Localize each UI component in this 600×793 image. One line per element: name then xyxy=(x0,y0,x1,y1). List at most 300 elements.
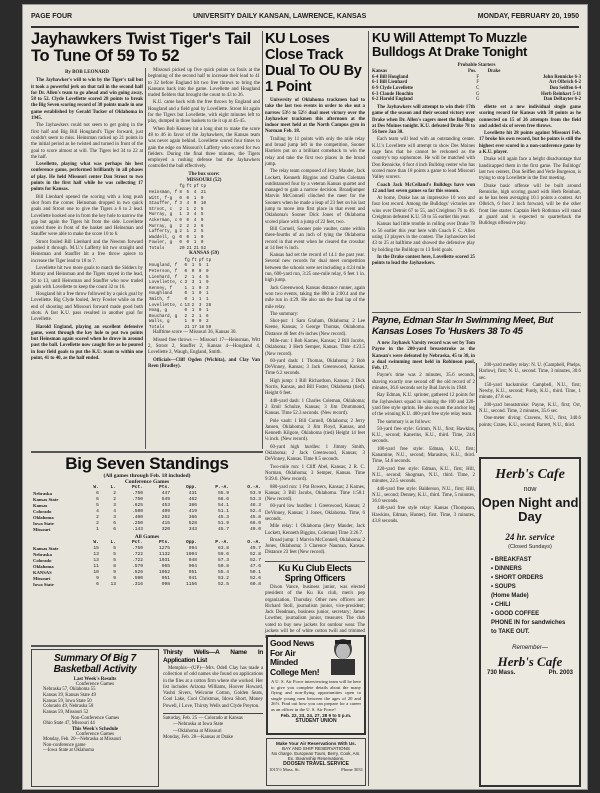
drake-starter: John Rennicke 6-3 xyxy=(542,74,581,80)
results-conf-title: Conference Games xyxy=(75,682,115,687)
standings-header-cell: W. xyxy=(93,485,99,490)
player-name: Lafferty, g xyxy=(149,229,178,235)
standings-cell: 1031 xyxy=(158,558,171,563)
stat-cell: 4 xyxy=(186,201,190,207)
officials-note: Officials—Cliff Ogden (Wichita), and Clay Van Reen (Bradley). xyxy=(148,357,260,369)
kansas-starter: 6-2 Harold England xyxy=(372,97,413,103)
standings-cell: 419 xyxy=(188,509,198,514)
stat-cell: 21 xyxy=(200,189,207,195)
masthead-rule xyxy=(31,26,579,28)
story5-para: 440-yard free style relay: Kansas (Thompson, Hawkins, Edman, Hunter), first. Time, 3 minutes, 43.8 seconds. xyxy=(372,506,475,525)
event-result: Broad jump: 1 Marvin McConnell, Oklahoma; 2 Jones, Oklahoma; 3 Clarence Nauman, Kansas. Distance 23 feet (New record). xyxy=(265,537,365,556)
team-name: Colorado xyxy=(33,558,52,563)
standings-cell: .750 xyxy=(131,546,144,551)
stat-cell: 1 xyxy=(191,263,195,269)
stat-cell: 0 xyxy=(186,217,190,223)
schedule-item: Non-conference game xyxy=(43,742,86,748)
story5-para: 440-yard free style: Balderson, N.U., first; Hill, N.U., second; Denney, K.U., third. Time, 5 minutes, 36.0 seconds. xyxy=(372,486,475,505)
stat-cell: 0 xyxy=(184,268,188,274)
stat-cell: 2 xyxy=(206,319,209,325)
schedule-item: —Oklahoma at Missouri xyxy=(173,728,222,734)
standings-cell: .400 xyxy=(131,515,144,520)
team-name: Missouri xyxy=(33,576,51,581)
story5-para: 200-yard medley relay: N. U. (Campbell, Phelps, Harlow), first; N. U., second. Time, 3 minutes, 30.6 sec. xyxy=(479,363,581,381)
standings-cell: 941 xyxy=(188,576,198,581)
missed-ft-note: Missed free throws — Missouri 17—Heinsman, Witt 2, Stroot 2, Stauffer 2, Kansas 4—Hougland 4, Lovellette 2, Waugh, England, Smith. xyxy=(148,337,260,356)
all-games-standings-table xyxy=(31,540,263,588)
probable-starters xyxy=(372,63,581,103)
standings-section xyxy=(31,454,263,588)
player-name: Stauffer, f xyxy=(149,201,178,207)
starters-title: Probable Starters xyxy=(457,63,496,68)
thirsty-headline: Thirsty Wells—A Name In Application List xyxy=(163,649,263,664)
standings-cell: 904 xyxy=(188,564,198,569)
story4-para: Each team will lead with an outstanding center. K.U.'s Lovellette will attempt to show Des Moines cage fans that he cannot be reckoned as the country's top sophomore. He will be matched with Don Rennicke, 6 foot 4 inch Bulldog center who has scored more than 18 points a game to lead Missouri Valley scorers. xyxy=(372,137,475,181)
standings-cell: 10 xyxy=(93,570,99,575)
standings-cell: 409 xyxy=(161,509,171,514)
stat-cell: 5 xyxy=(200,229,204,235)
story2-para: Trailing by 11 points with only the mile relay and broad jump left in the competition, Sooner Harriers put on a brilliant comeback to win the relay and take the first two places in the broad jump. xyxy=(265,136,365,167)
column-rule xyxy=(476,363,477,453)
player-name: Kenney, f xyxy=(149,285,173,291)
box-header-cell: fg xyxy=(179,184,185,190)
standings-cell: 47.6 xyxy=(249,564,261,569)
standings-cell: .143 xyxy=(131,527,144,532)
cafe-menu-item: PHONE IN for sandwiches to TAKE OUT. xyxy=(491,620,566,635)
kansas-starter: 6-3 Claude Houchin xyxy=(372,91,414,97)
stat-cell: 1 xyxy=(193,240,197,246)
travel-address: 1015½ Mass. St. xyxy=(269,767,300,772)
travel-agency: DOOSEN TRAVEL SERVICE xyxy=(283,761,349,767)
standings-cell: 52.5 xyxy=(217,582,229,587)
result-item: Nebraska 57, Oklahoma 55 xyxy=(43,687,96,692)
standings-cell: 1132 xyxy=(158,552,171,557)
standings-cell: 3 xyxy=(113,515,117,520)
stat-cell: 10 xyxy=(200,201,207,207)
stat-cell: 6 xyxy=(200,223,204,229)
standings-cell: 6 xyxy=(96,497,99,502)
week-conf-title: Conference Games xyxy=(75,731,115,737)
stat-cell: 0 xyxy=(184,296,188,302)
missouri-box-score xyxy=(148,184,207,251)
starter-position: F xyxy=(476,74,480,80)
cafe-title: Herb's Cafe xyxy=(495,467,565,482)
schedule-item: —Nebraska at Iowa State xyxy=(173,722,224,728)
story3-headline: Ku Ku Club Elects Spring Officers xyxy=(278,563,352,583)
starter-position: G xyxy=(476,97,480,103)
stat-cell: 4 xyxy=(193,189,197,195)
story4-headline: KU Will Attempt To Muzzle Bulldogs At Drake Tonight xyxy=(372,30,527,59)
standings-cell: 447 xyxy=(161,491,171,496)
player-name: Totals xyxy=(149,324,165,330)
stat-cell: 2 xyxy=(184,274,188,280)
standings-cell: 320 xyxy=(161,527,171,532)
masthead xyxy=(23,13,587,25)
drake-starter: Herb Reinhart 5-11 xyxy=(541,91,581,97)
story1-para: K.U. came back with the free throws by England and Hougland and a field goal by Lovellette. Stroot hit again for the Tigers but Lovellette, with eight minutes left to play, dumped in three baskets to tie it up at 45-45. xyxy=(148,100,260,125)
stat-cell: 0 xyxy=(186,240,190,246)
story4-column-a xyxy=(372,105,475,310)
stat-cell: 1 xyxy=(206,296,209,302)
player-name: Hougland, f xyxy=(149,263,178,269)
standings-cell: 3 xyxy=(113,503,117,508)
cafe-menu-list xyxy=(481,550,579,643)
event-list xyxy=(265,319,365,557)
standings-row xyxy=(31,527,263,533)
standings-cell: 52.4 xyxy=(249,509,261,514)
team-name: Iowa State xyxy=(33,521,54,526)
air-force-headline: Good News For Air Minded College Men! xyxy=(270,638,320,677)
stat-cell: 9 xyxy=(206,280,209,286)
story5-column-a xyxy=(372,341,475,531)
paper-title: UNIVERSITY DAILY KANSAN, LAWRENCE, KANSAS xyxy=(193,13,367,20)
stat-cell: 1 xyxy=(193,234,197,240)
story5-para: Ray Edman, K.U. sprinter, gathered 12 points for the Jayhawkers squad in winning the 100 and 220-yard free style sprints. He also swam the anchor leg of the winning K.U. 400-yard free style relay team. xyxy=(372,393,475,418)
standings-cell: 53.9 xyxy=(249,491,261,496)
stat-cell: 0 xyxy=(184,263,188,269)
story4-para: Kansas had little trouble in rolling over Drake 78 to 56 earlier this year here with Coach F. C. Allen using 13 players in the contest. The Jayhawkers led 43 to 25 at halftime and showed the defensive play by holding the Bulldogs to 13 field goals. xyxy=(372,222,475,253)
player-name: Stroot, c xyxy=(149,206,173,212)
cafe-menu-item: • SOUPS xyxy=(491,584,516,590)
stat-cell: 0 xyxy=(193,201,197,207)
story3-body: Dixon Vance, business junior, was elected president of the Ku Ku club, men's pep organization, Thursday. Other new officers are: Richard Stoll, journalism junior, vice-president; Jack Deadman, business junior, secretary; James Lowther, journalism junior, treasurer. The club voted to buy new jackets for outdoor wear. The jackets will be of white cotton twill and trimmed xyxy=(265,585,365,635)
box-header-cell: pf xyxy=(193,184,199,190)
team-name: Kansas xyxy=(33,503,48,508)
stat-cell: 0 xyxy=(200,217,204,223)
week-title: This Week's Schedule xyxy=(71,726,119,732)
stat-cell: 18 xyxy=(198,324,205,330)
starter-position: F xyxy=(476,80,480,86)
team-name: KANSAS xyxy=(33,570,52,575)
standings-cell: 53.3 xyxy=(249,497,261,502)
travel-line: BAY AND SHIP RESERVATIONS xyxy=(282,746,350,751)
standings-subhead: (All games through Feb. 18 included) xyxy=(103,473,191,479)
halftime-note: Halftime score — Missouri 36, Kansas 30. xyxy=(153,330,237,336)
cafe-remember: Remember— xyxy=(512,645,548,651)
team-name: Colorado xyxy=(33,509,52,514)
standings-cell: 6 xyxy=(113,521,117,526)
nonconf-title: Non-Conference Games xyxy=(70,715,120,721)
stat-cell: 1 xyxy=(179,212,182,218)
standings-cell: .250 xyxy=(131,521,144,526)
stat-cell: 2 xyxy=(179,229,182,235)
story4-para: Drake basic offense will be built around Rennicke, high scoring guard with Herb Reinhart, as he has been averaging 10.1 points a contest. Art Olbrich, 6 foot 2 inch forward, will be the other front line starter. Captain Herb Rothman will stand at guard and is expected to quarterback the Bulldogs offensive play. xyxy=(479,183,581,227)
standings-cell: 415 xyxy=(161,521,171,526)
stat-cell: 3 xyxy=(179,201,182,207)
travel-line: Make Your Air Reservations With Us. xyxy=(275,741,357,746)
standings-header-cell: L. xyxy=(110,540,117,545)
schedule-item: —Iowa State at Oklahoma xyxy=(43,748,95,754)
player-name: Totals xyxy=(149,245,165,251)
page-number: PAGE FOUR xyxy=(31,13,73,20)
airman-illustration-icon xyxy=(323,637,363,675)
stat-cell: 0 xyxy=(200,195,204,201)
standings-header-cell: Pts. xyxy=(158,485,171,490)
standings-cell: .722 xyxy=(131,558,144,563)
stat-cell: 0 xyxy=(198,319,202,325)
stat-cell: 21 xyxy=(184,324,190,330)
player-name: Bouchard, g xyxy=(149,313,178,319)
player-name: Waddell, g xyxy=(149,234,175,240)
result-item: Kansas 59, Iowa State 50 xyxy=(43,698,92,704)
stat-cell: 2 xyxy=(191,302,195,308)
story1-para: Lovellette, playing what was perhaps his best conference game, performed brilliantly in all phases of play. He held Missouri center Dan Stroot to two points in the first half while he was collecting 17 points for Kansas. xyxy=(31,162,143,193)
standings-cell: .579 xyxy=(131,564,144,569)
stat-cell: 0 xyxy=(179,234,182,240)
standings-cell: 528 xyxy=(188,521,198,526)
cafe-service: 24 hr. service xyxy=(505,532,555,542)
story5-lead: A new Jayhawk Varsity record was set by Tom Payne in the 200-yard breaststroke as the Kansan's were defeated by Nebraska, 45 to 38, in a dual swimming meet held in Robinson pool, Feb. 17. xyxy=(372,341,475,372)
stat-cell: 4 xyxy=(193,217,197,223)
starters-header-cell: Drake xyxy=(487,69,501,75)
cafe-now: now xyxy=(523,486,537,493)
starters-row xyxy=(372,86,581,92)
story4-para: Coach Jack McCelland's Bulldogs have won 12 and lost seven games so far this season. xyxy=(372,182,475,194)
standings-cell: 462 xyxy=(188,497,198,502)
stat-cell: 0 xyxy=(179,217,182,223)
stat-cell: 1 xyxy=(186,229,190,235)
story5-para: 200-yard breaststroke: Payne, K.U., first; Orr, N.U., second. Time, 2 minutes, 35.6 sec. xyxy=(479,402,581,415)
cafe-menu-item: • DINNERS xyxy=(491,566,522,572)
stat-cell: 2 xyxy=(193,223,197,229)
player-name: Murray, g xyxy=(149,212,173,218)
cafe-footer: Herb's Cafe xyxy=(497,654,563,669)
story4-lead: The Jayhawkers will attempt to win their 17th game of the season and their second victory over Drake when Dr. Allen's cagers meet the Bulldogs at Des Moines tonight. K.U. defeated Drake 78 to 56 here Jan 30. xyxy=(372,105,475,136)
result-item: Colorado 49, Nebraska 58 xyxy=(43,704,94,710)
stat-cell: 1 xyxy=(193,195,197,201)
air-force-ad xyxy=(266,635,366,735)
missouri-label: MISSOURI (52) xyxy=(186,178,222,184)
stat-cell: 4 xyxy=(198,274,202,280)
standings-header-cell: Pct. xyxy=(131,540,144,545)
stat-cell: 2 xyxy=(179,206,182,212)
results-title: Last Week's Results xyxy=(73,677,117,682)
stat-cell: 0 xyxy=(179,240,182,246)
stat-cell: 3 xyxy=(184,280,188,286)
thirsty-body: Memphis—(UP)—Mrs. Odell Clay has made a collection of odd names she found on applications in the files at a cotton firm where she worked. Her list includes Arizona Williams, Hoover Howard, Vashti Sivers, Welcome Cotton, Golden Seats, Cool Lake, Cool Christmas, Idova Short, Money Powell, I Love, Thirsty Wells and Clyde Preyton. xyxy=(163,666,263,709)
event-result: 880-yard run: 1 Pat Bowers, Kansas; 2 Karnes, Kansas; 3 Bill Jacobs, Oklahoma. Time 1:58.1 (New record). xyxy=(265,484,365,503)
stat-cell: 3 xyxy=(198,302,202,308)
standings-cell: 2 xyxy=(96,515,99,520)
standings-cell: 366 xyxy=(188,515,198,520)
standings-cell: 9 xyxy=(113,576,117,581)
standings-cell: 63.8 xyxy=(217,546,229,551)
conference-standings-table xyxy=(31,485,263,533)
stat-cell: 2 xyxy=(186,223,190,229)
team-name: Oklahoma xyxy=(33,515,54,520)
stat-cell: 3 xyxy=(191,280,195,286)
kansas-starter: 6-1 Bill Lienhard xyxy=(372,80,408,86)
player-name: Hoag, g xyxy=(149,308,168,314)
stat-cell: 0 xyxy=(186,195,190,201)
event-result: Mile relay: 1 Oklahoma (Jerry Mauder, Jack Lockett, Kenneth Biggins, Coleman) Time 3:26.7. xyxy=(265,524,365,536)
section-rule xyxy=(31,451,263,453)
event-result: 60-yard high hurdles: 1 Jimmy Smith, Oklahoma; 2 Jack Greenwood, Kansas; 3 DeVinney, Kansas. Time 8.5 seconds. xyxy=(265,444,365,463)
story1-para: Hougland hit a free throw followed by a quick goal by Lovellette. Big Clyde fouled, Jerry Fowler while on the end of shooting and Missouri forward made good both shots. A fast K.U. pass resulted in another goal for Lovellette. xyxy=(31,292,143,323)
standings-cell: 386 xyxy=(188,503,198,508)
air-force-dates: Feb. 22, 23, 24, 27, 28 9 to 5 p.m. xyxy=(280,712,352,718)
kansas-label: KANSAS (59) xyxy=(189,251,219,257)
drake-starter: Don Seiffen 6-4 xyxy=(549,86,581,92)
standings-cell: 6 xyxy=(113,527,117,532)
column-rule xyxy=(368,31,369,786)
thirsty-wells-story xyxy=(163,649,263,787)
standings-row xyxy=(31,582,263,588)
cafe-contact xyxy=(481,670,579,676)
story2-para: Bill Cornell, Sooner pole vaulter, came within three-fourths of an inch of tying the Oklahoma record in that event when he cleared the crossbar at 14 feet ¼ inch. xyxy=(265,226,365,251)
standings-cell: 998 xyxy=(161,582,171,587)
stat-cell: 3 xyxy=(186,212,190,218)
standings-cell: 1052 xyxy=(158,570,171,575)
box-header-cell: pf xyxy=(198,257,205,263)
stat-cell: 0 xyxy=(179,195,182,201)
stat-cell: 5 xyxy=(198,263,202,269)
standings-cell: 2 xyxy=(96,521,99,526)
starters-header-cell: Kansas xyxy=(372,69,387,75)
standings-cell: 1004 xyxy=(185,552,198,557)
stat-cell: 0 xyxy=(198,308,202,314)
story2-para: Jack Greenwood, Kansas distance runner, again won two events, taking the 880 in 2:00.4 and the mile run in 4:29. He also ran the final lap of the mile relay. xyxy=(265,285,365,310)
event-result: 60-yard low hurdles: 1 Greenwood, Kansas; 2 DeVinney, Kansas; 3 Jones, Oklahoma. Time, 6 seconds. xyxy=(265,504,365,522)
big7-summary-box xyxy=(31,649,159,787)
stat-cell: 1 xyxy=(184,319,188,325)
player-name: Peterson, f xyxy=(149,268,178,274)
event-result: Mile-run: 1 Bob Karnes, Kansas; 2 Bill Jacobs, Oklahoma; 3 Herb Semper, Kansas. Time 4:23.5 (New record). xyxy=(265,338,365,357)
cafe-closed: (Closed Sundays) xyxy=(508,544,552,550)
travel-ad xyxy=(266,738,366,786)
stat-cell: 4 xyxy=(193,212,197,218)
stat-cell: 0 xyxy=(198,285,202,291)
cafe-menu-item: • SHORT ORDERS xyxy=(491,575,544,581)
stat-cell: 5 xyxy=(206,274,209,280)
event-result: 440-yard dash: 1 Charles Coleman, Oklahoma; 2 Emil Schulze, Kansas; 3 Jim Drummond, Kansas. Time 52.3 seconds. (New record). xyxy=(265,398,365,417)
standings-cell: 52.8 xyxy=(249,552,261,557)
standings-cell: 8 xyxy=(113,564,117,569)
story-rule xyxy=(265,561,365,562)
story1-para: Missouri picked up five quick points on fouls at the beginning of the second half to increase their lead to 41 to 32 before England hit two free throws to bring the Kansans back into the game. Lovellette and Hougland traded fielders that brought the count to 43 to 36. xyxy=(148,68,260,99)
team-name: Iowa State xyxy=(33,582,54,587)
stat-cell: 1 xyxy=(198,280,202,286)
results-list xyxy=(35,687,155,716)
player-name: Witt, f-g xyxy=(149,195,173,201)
story1-para: Bill Lienhard opened the scoring with a long push shot from the corner. Heinsman dropped in two quick goals and Stroot one to give the Tigers a 6 to 2 lead. Lovellette hooked one in from the key hole to narrow the gap but again the Tigers hit from the side. Lovellette scored three in front of the basket and Heinsman and Stauffer were able to make the score 10 to 6. xyxy=(31,194,143,238)
team-name: Kansas State xyxy=(33,497,59,502)
cafe-headline: Open Night and Day xyxy=(481,495,579,524)
stat-cell: 1 xyxy=(198,313,202,319)
player-name: Lovellette, c xyxy=(149,302,183,308)
standings-cell: 66.0 xyxy=(249,521,261,526)
story1-para: The Jayhawkers could not seem to get going in the first half and Big Bill Hougland's Tiger forward, just couldn't seem to miss. Heinsman racked up 21 points in the initial period as he twisted and turned in front of the goal to score almost at will. The Tigers led 34 to 22 at the half. xyxy=(31,123,143,160)
story5-para: The summary is as follows: xyxy=(377,419,432,425)
stat-cell: 2 xyxy=(193,229,197,235)
stat-cell: 1 xyxy=(186,206,190,212)
standings-cell: .316 xyxy=(131,582,144,587)
event-result: High jump: 1 Bill Richardson, Kansas; 2 Dick Norris, Kansas, and Bill Foster, Oklahoma (tied). Height 6 feet. xyxy=(265,378,365,397)
standings-cell: 5 xyxy=(96,503,99,508)
stat-cell: 0 xyxy=(184,291,188,297)
air-force-body: A U. S. Air Force interviewing team will be here to give you complete details about the many flying and non-flying opportunities open to single young men between the ages of 20 and 26½. Find out how you can prepare for a career as an officer in the U. S. Air Force! xyxy=(271,679,361,712)
cafe-menu-item: • BREAKFAST xyxy=(491,557,532,563)
story1-para: When Bob Kenney hit a long shot to make the score 48 to 46 in favor of the Jayhawkers, the Kansas team was never again behind. Lovellette scored four times to gain the edge on Missouri's Lafferty who scored for two fielders. During the final three minutes, the Tigers employed a rushing defense but the Jayhawkers controlled the ball effectively. xyxy=(148,126,260,170)
standings-cell: 68.6 xyxy=(217,497,229,502)
stat-cell: 28 xyxy=(206,302,212,308)
story5-headline: Payne, Edman Star In Swimming Meet, But Kansas Loses To 'Huskers 38 To 45 xyxy=(372,315,553,337)
cafe-menu-item: • CHILI xyxy=(491,602,511,608)
standings-cell: 51.1 xyxy=(217,509,229,514)
standings-header-cell: P.-A. xyxy=(215,485,229,490)
standings-cell: 50.8 xyxy=(217,564,229,569)
standings-cell: 965 xyxy=(161,564,171,569)
box-header-cell: ft xyxy=(191,257,197,263)
standings-headline: Big Seven Standings xyxy=(65,454,229,473)
stat-cell: 0 xyxy=(198,291,202,297)
standings-cell: 59.6 xyxy=(217,552,229,557)
standings-header-cell: L. xyxy=(110,485,117,490)
standings-cell: 11 xyxy=(93,564,99,569)
stat-cell: 0 xyxy=(198,268,202,274)
standings-cell: 13 xyxy=(93,558,99,563)
column-rule xyxy=(145,68,146,449)
standings-cell: 48.3 xyxy=(249,503,261,508)
standings-cell: 4 xyxy=(96,509,99,514)
starters-table xyxy=(372,69,581,103)
stat-cell: 20 xyxy=(179,245,185,251)
stat-cell: 52 xyxy=(200,245,207,251)
story1-byline: By BOB LEONARD xyxy=(65,70,109,75)
stat-cell: 5 xyxy=(200,206,204,212)
stat-cell: 6 xyxy=(206,313,209,319)
starters-header-cell: Pos. xyxy=(467,69,477,75)
player-name: Walls, g xyxy=(149,319,170,325)
team-name: Oklahoma xyxy=(33,564,54,569)
standings-cell: 55.4 xyxy=(217,570,229,575)
standings-cell: 2 xyxy=(113,497,117,502)
stat-cell: 2 xyxy=(184,313,188,319)
summary-headline: Summary Of Big 7 Basketball Activity xyxy=(53,653,137,675)
player-name: Murray, g xyxy=(149,223,173,229)
stat-cell: 5 xyxy=(200,212,204,218)
standings-header-cell: P.-A. xyxy=(215,540,229,545)
schedule-item: Monday, Feb. 28—Kansas at Drake xyxy=(163,734,234,740)
starters-row xyxy=(372,97,581,103)
player-name: Fowler, g xyxy=(149,240,173,246)
standings-cell: 13 xyxy=(110,582,117,587)
stat-cell: 8 xyxy=(179,189,182,195)
stat-cell: 0 xyxy=(191,268,195,274)
air-force-place: STUDENT UNION xyxy=(295,717,337,724)
story5-para: 50-yard free style: Grimm, N.U., first; Hawkins, K.U., second; Kanerins, K.U., third. Time, 24.6 seconds. xyxy=(372,426,475,445)
column-rule xyxy=(262,31,263,449)
week-schedule-list xyxy=(35,737,155,754)
standings-cell: 57.3 xyxy=(217,558,229,563)
schedule-continued xyxy=(163,713,263,741)
story4-para: Drake will again face a height disadvantage that handicapped them in the first game. The Bulldogs' last two centers, Don Seiffen and Verle Burgeson, is trying to stop Lovellette in the first meeting. xyxy=(479,157,581,182)
standings-header-cell: Pct. xyxy=(131,485,144,490)
box-score-title: The box score: xyxy=(188,171,220,177)
standings-cell: 52.7 xyxy=(249,558,261,563)
stat-cell: 1 xyxy=(191,285,195,291)
story2-lead: University of Oklahoma trackmen had to take the last two events in order to eke out a narrow 53½ to 52½ dual meet victory over the Jayhawker trackmen this afternoon at the indoor meet held at the North Campus gym in Norman Feb. 18. xyxy=(265,98,365,135)
story4-para: Lovellette hit 28 points against Missouri Feb. 17 broke his own record, but he points is still the highest ever scored in a non-conference game by a K.U. player. xyxy=(479,131,581,156)
team-name: Kansas State xyxy=(33,546,59,551)
box-header-cell: tp xyxy=(206,257,212,263)
standings-cell: 1275 xyxy=(158,546,171,551)
standings-cell: 45.3 xyxy=(217,515,229,520)
story2-para: Kansas had set the record of 14.1 the past year. Several new records for dual meet competition between the schools were set including a 4:24 mile run, 600-yard run, 3:25 one-mile relay, 6 feet 1 in. high jump. xyxy=(265,253,365,284)
stat-cell: 5 xyxy=(186,189,190,195)
standings-cell: 431 xyxy=(188,491,198,496)
story5-para: 150-yard backstroke: Campbell, N.U., first; Newby, K.U., second; Purdy, K.U., third. Time, 1 minute, 47.8 sec. xyxy=(479,382,581,401)
